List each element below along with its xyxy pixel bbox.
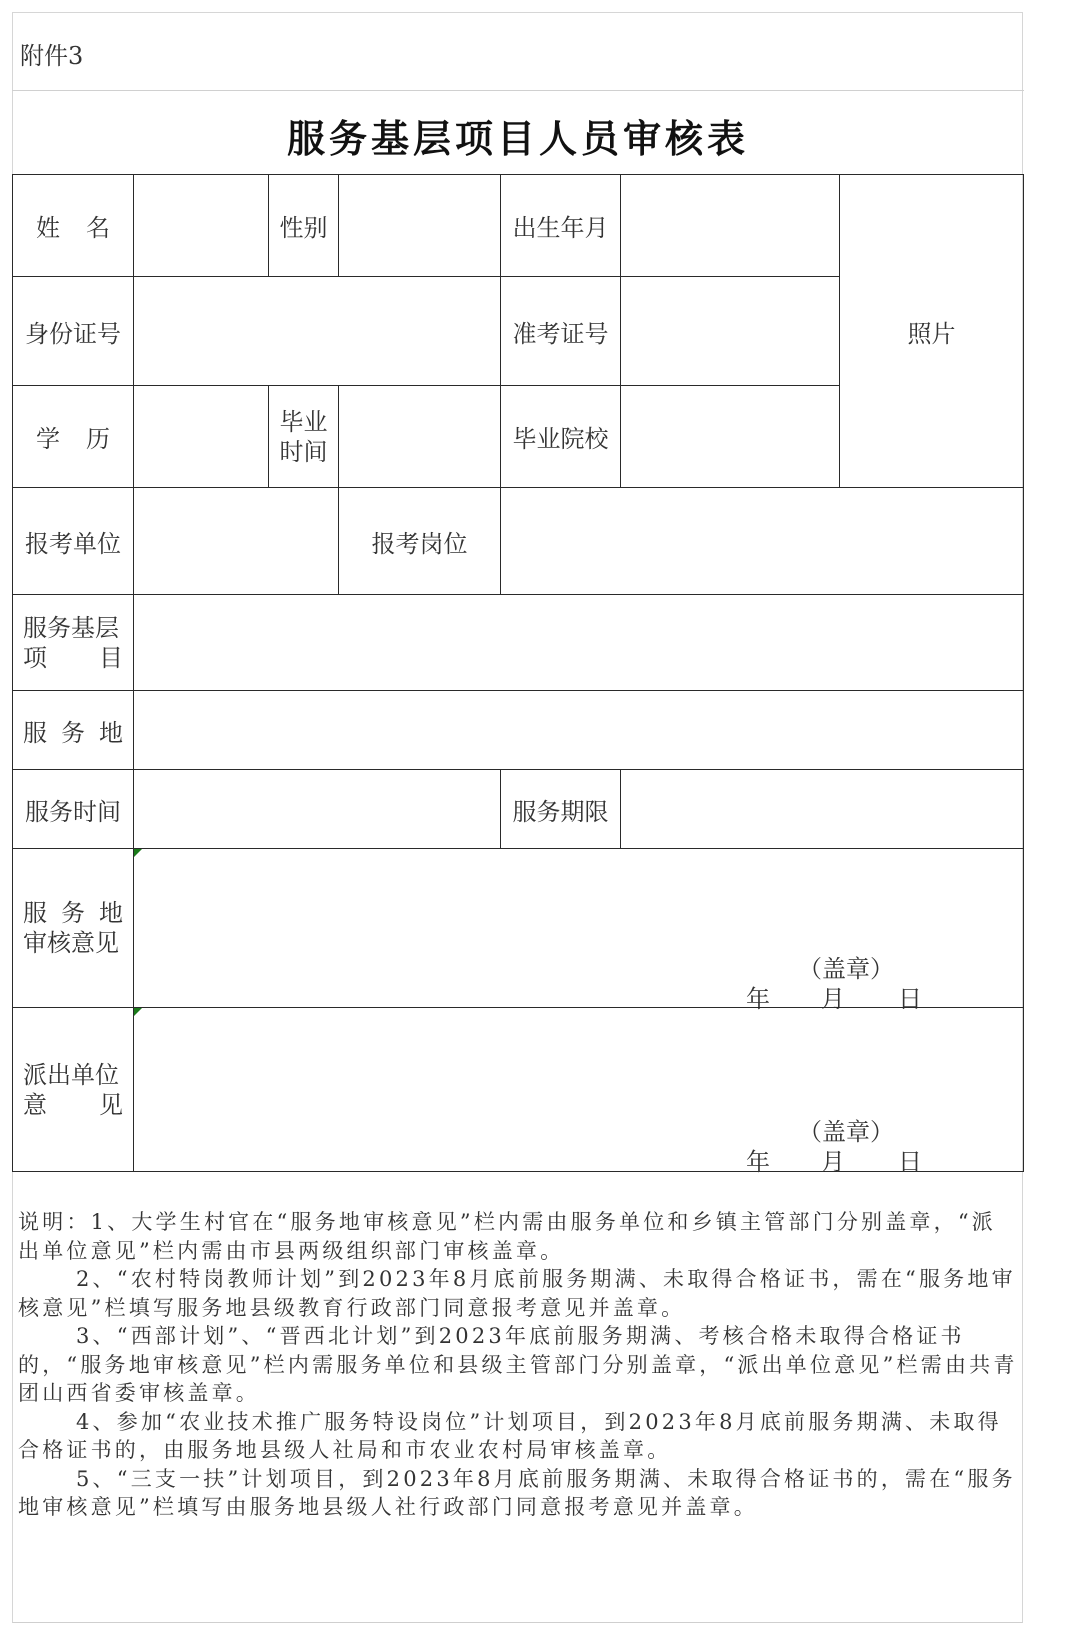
apply-post-label: 报考岗位 (338, 487, 501, 595)
label-line: 时间 (279, 437, 328, 466)
name-label (12, 174, 134, 277)
notes-section (18, 1208, 1018, 1522)
gender-field[interactable] (338, 174, 501, 277)
exam-number-field[interactable] (620, 276, 840, 386)
dispatch-opinion-label (12, 1007, 134, 1172)
project-label (12, 594, 134, 691)
label-char: 学 (36, 425, 60, 453)
label-char: 见 (99, 1090, 123, 1119)
label-char: 地 (99, 718, 123, 747)
id-number-field[interactable] (133, 276, 501, 386)
gender-label: 性别 (268, 174, 339, 277)
project-field[interactable] (133, 594, 1024, 691)
label-char: 意 (23, 1090, 47, 1119)
apply-post-field[interactable] (500, 487, 1024, 595)
exam-number-label: 准考证号 (500, 276, 621, 386)
education-label (12, 385, 134, 488)
label-char: 名 (86, 214, 110, 242)
note-3: 3、“西部计划”、“晋西北计划”到2023年底前服务期满、考核合格未取得合格证书的，“服务地审核意见”栏内需服务单位和县级主管部门分别盖章，“派出单位意见”栏需由共青团山西省委审核盖章。 (18, 1324, 1018, 1405)
cell-comment-marker-icon (134, 849, 142, 857)
label-char: 目 (99, 643, 123, 672)
service-term-field[interactable] (620, 769, 1024, 849)
label-line: 毕业 (279, 407, 328, 436)
date-day: 日 (898, 1148, 922, 1176)
label-char: 姓 (36, 214, 60, 242)
label-char: 地 (99, 899, 123, 927)
dispatch-opinion-field[interactable] (133, 1007, 1024, 1176)
note-2: 2、“农村特岗教师计划”到2023年8月底前服务期满、未取得合格证书，需在“服务地审核意见”栏填写服务地县级教育行政部门同意报考意见并盖章。 (18, 1267, 1016, 1320)
note-4: 4、参加“农业技术推广服务特设岗位”计划项目，到2023年8月底前服务期满、未取得合格证书的，由服务地县级人社局和市农业农村局审核盖章。 (18, 1409, 1002, 1462)
service-review-label (12, 848, 134, 1008)
page-title: 服务基层项目人员审核表 (286, 117, 749, 161)
service-review-field[interactable] (133, 848, 1024, 1013)
label-line: 审核意见 (23, 929, 119, 957)
label-line: 派出单位 (23, 1060, 119, 1089)
note-1: 说明：1、大学生村官在“服务地审核意见”栏内需由服务单位和乡镇主管部门分别盖章，“派出单位意见”栏内需由市县两级组织部门审核盖章。 (18, 1210, 996, 1263)
id-number-label: 身份证号 (12, 276, 134, 386)
apply-unit-label: 报考单位 (12, 487, 134, 595)
service-term-label: 服务期限 (500, 769, 621, 849)
review-form-table (12, 174, 1024, 1176)
name-field[interactable] (133, 174, 269, 277)
birth-label: 出生年月 (500, 174, 621, 277)
school-field[interactable] (620, 385, 840, 488)
label-line: 服务基层 (23, 613, 119, 642)
cell-comment-marker-icon (134, 1008, 142, 1016)
seal-label: （盖章） (798, 1118, 894, 1146)
service-place-field[interactable] (133, 690, 1024, 770)
photo-box[interactable] (839, 174, 1024, 488)
date-day: 日 (898, 985, 922, 1013)
date-month: 月 (821, 985, 845, 1013)
label-char: 服 (23, 718, 47, 747)
education-field[interactable] (133, 385, 269, 488)
attachment-label: 附件3 (20, 42, 84, 70)
label-char: 历 (86, 425, 110, 453)
apply-unit-field[interactable] (133, 487, 339, 595)
seal-label: （盖章） (798, 955, 894, 983)
school-label: 毕业院校 (500, 385, 621, 488)
label-char: 服 (23, 899, 47, 927)
label-char: 项 (23, 643, 47, 672)
header-divider (12, 90, 1024, 91)
date-year: 年 (746, 1148, 770, 1176)
service-time-field[interactable] (133, 769, 501, 849)
date-year: 年 (746, 985, 770, 1013)
label-char: 务 (61, 718, 85, 747)
photo-label: 照片 (907, 319, 956, 348)
label-char: 务 (61, 899, 85, 927)
graduation-time-field[interactable] (338, 385, 501, 488)
service-place-label (12, 690, 134, 770)
graduation-time-label (268, 385, 339, 488)
birth-field[interactable] (620, 174, 840, 277)
date-month: 月 (821, 1148, 845, 1176)
service-time-label: 服务时间 (12, 769, 134, 849)
note-5: 5、“三支一扶”计划项目，到2023年8月底前服务期满、未取得合格证书的，需在“服务地审核意见”栏填写由服务地县级人社行政部门同意报考意见并盖章。 (18, 1466, 1016, 1519)
